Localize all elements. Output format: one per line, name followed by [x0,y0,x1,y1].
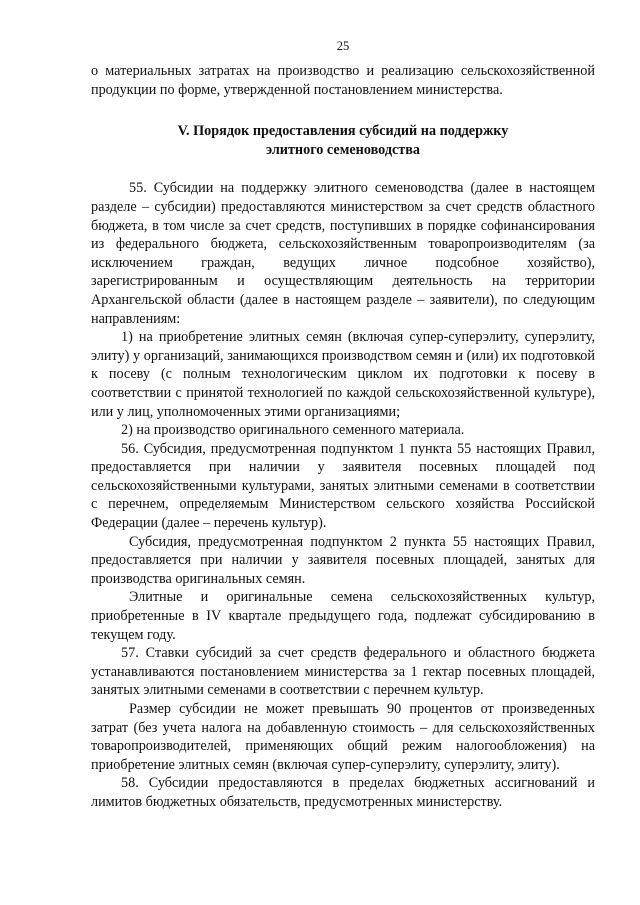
section-heading-line-1: V. Порядок предоставления субсидий на поддержку [177,123,509,140]
page-number: 25 [336,39,350,53]
paragraph-56-b: Субсидия, предусмотренная подпунктом 2 пункта 55 настоящих Правил, предоставляется при наличии у заявителя посевных площадей, занятых для производства оригинальных семян. [91,533,595,587]
paragraph-55-item-2: 2) на производство оригинального семенного материала. [121,422,465,439]
paragraph-56: 56. Субсидия, предусмотренная подпунктом 1 пункта 55 настоящих Правил, предоставляется при наличии у заявителя посевных площадей под сельскохозяйственными культурами, занятых элитными семенами в соответствии с перечнем, определяемым Министерством сельского хозяйства Российской Федерации (далее – перечень культур). [91,440,595,532]
paragraph-56-c: Элитные и оригинальные семена сельскохозяйственных культур, приобретенные в IV квартале предыдущего года, подлежат субсидированию в текущем году. [91,589,595,643]
paragraph-55: 55. Субсидии на поддержку элитного семеноводства (далее в настоящем разделе – субсидии) предоставляются министерством за счет средств областного бюджета, в том числе за счет средств, поступивших в порядке софинансирования из федерального бюджета, сельскохозяйственным товаропроизводителям (за исключением граждан, ведущих личное подсобное хозяйство), зарегистрированным и осуществляющим деятельность на территории Архангельской области (далее в настоящем разделе – заявители), по следующим направлениям: [91,180,595,327]
paragraph-57-b: Размер субсидии не может превышать 90 процентов от произведенных затрат (без учета налога на добавленную стоимость – для сельскохозяйственных товаропроизводителей, применяющих общий режим налогообложения) на приобретение элитных семян (включая супер-суперэлиту, суперэлиту, элиту). [91,701,595,773]
document-body [91,62,595,812]
intro-paragraph: о материальных затратах на производство и реализацию сельскохозяйственной продукции по форме, утвержденной постановлением министерства. [91,63,595,98]
section-heading-line-2: элитного семеноводства [265,141,421,158]
paragraph-58: 58. Субсидии предоставляются в пределах бюджетных ассигнований и лимитов бюджетных обязательств, предусмотренных министерству. [91,775,595,810]
section-heading [91,122,595,159]
paragraph-55-item-1: 1) на приобретение элитных семян (включая супер-суперэлиту, суперэлиту, элиту) у организаций, занимающихся производством семян и (или) их подготовкой к посеву (с полным технологическим циклом их подготовки к посеву в соответствии с принятой технологией по каждой сельскохозяйственной культуре), или у лиц, уполномоченных этими организациями; [91,329,595,420]
paragraph-57: 57. Ставки субсидий за счет средств федерального и областного бюджета устанавливаются постановлением министерства за 1 гектар посевных площадей, занятых элитными семенами в соответствии с перечнем культур. [91,645,595,699]
